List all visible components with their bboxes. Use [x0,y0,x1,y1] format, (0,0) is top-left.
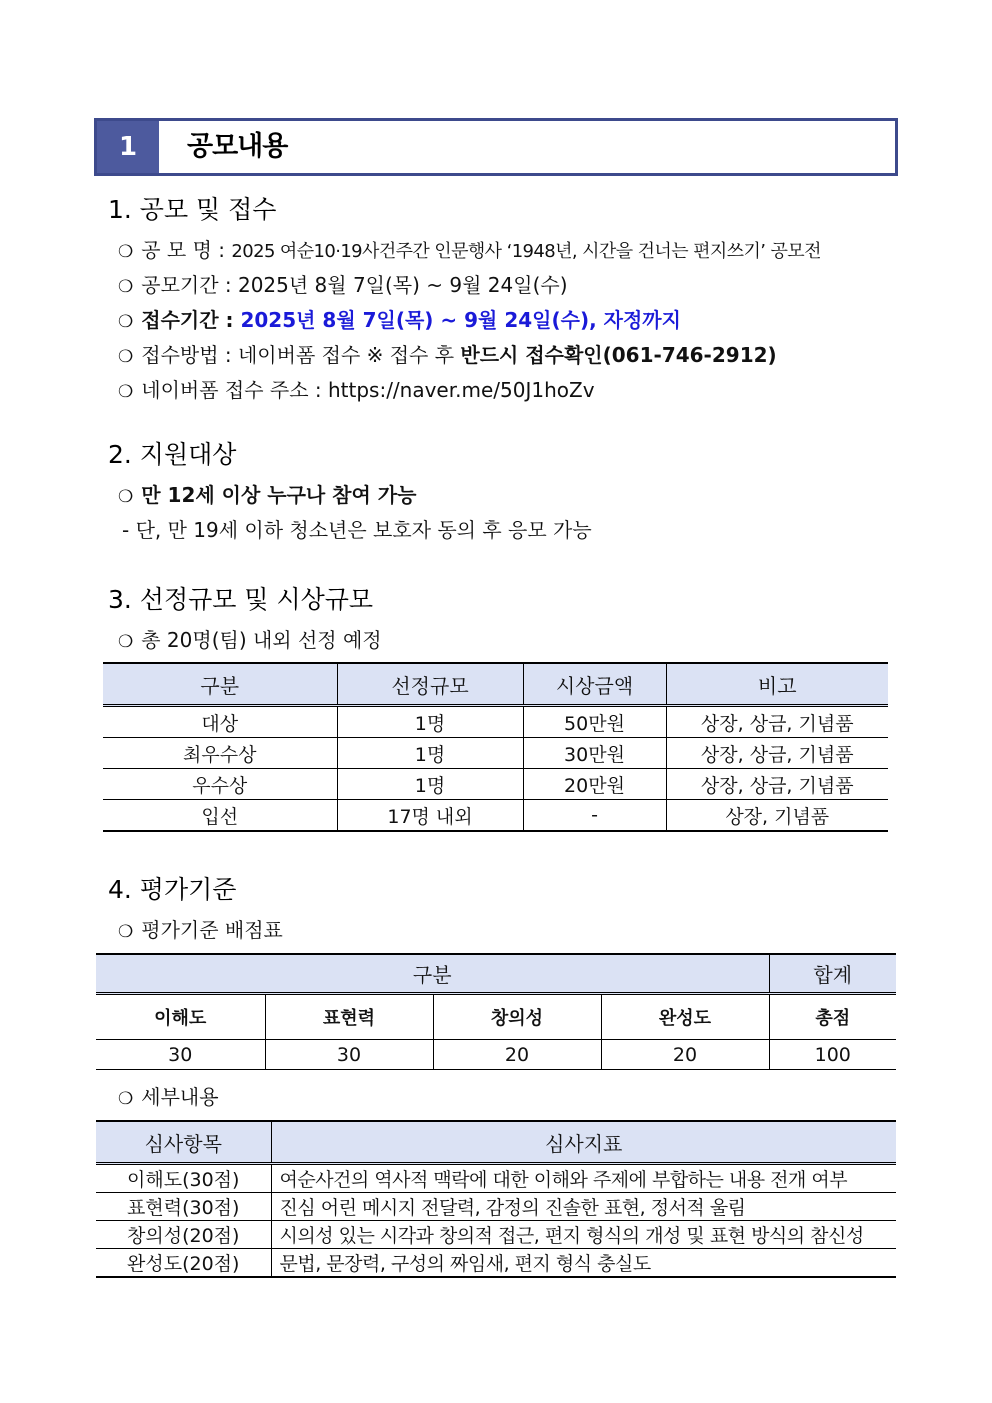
receipt-method-label: 접수방법 : 네이버폼 접수 ※ 접수 후 [141,343,461,367]
table-cell: 표현력(30점) [96,1193,271,1221]
bullet-icon: ❍ [118,1089,134,1109]
table-row [96,1040,896,1070]
table-cell: 17명 내외 [337,800,523,832]
score-header-total: 합계 [769,954,896,994]
table-cell: 1명 [337,706,523,738]
bullet-icon: ❍ [118,277,134,297]
naver-form-address-line [118,374,595,403]
table-cell: 상장, 기념품 [666,800,888,832]
table-row [103,769,888,800]
score-header-category: 구분 [96,954,769,994]
detail-header-indicator: 심사지표 [271,1121,896,1164]
contest-name-value: 2025 여순10·19사건주간 인문행사 ‘1948년, 시간을 건너는 편지쓰기’ 공모전 [231,241,821,262]
table-cell: 최우수상 [103,738,337,769]
score-sub-header: 완성도 [601,994,769,1040]
heading-eligibility: 2. 지원대상 [108,440,237,469]
table-cell: 20만원 [523,769,666,800]
contest-period-value: 2025년 8월 7일(목) ~ 9월 24일(수) [237,273,568,297]
heading-contest-receipt: 1. 공모 및 접수 [108,195,277,224]
table-cell: 상장, 상금, 기념품 [666,769,888,800]
selection-count-line [118,624,382,653]
score-table [96,953,896,1070]
table-row [96,1164,896,1193]
receipt-confirm-note: 반드시 접수확인(061-746-2912) [460,343,777,367]
score-table-group-header [96,954,896,994]
table-cell: 30만원 [523,738,666,769]
table-row [96,1249,896,1278]
table-row [96,1193,896,1221]
selection-count-text: 총 20명(팀) 내외 선정 예정 [141,628,382,652]
table-cell: 20 [601,1040,769,1070]
score-sub-header: 표현력 [265,994,433,1040]
score-sub-header: 창의성 [433,994,601,1040]
bullet-icon: ❍ [118,382,134,402]
receipt-period-label: 접수기간 : [141,308,241,332]
detail-header-item: 심사항목 [96,1121,271,1164]
table-cell: 완성도(20점) [96,1249,271,1278]
table-cell: 진심 어린 메시지 전달력, 감정의 진솔한 표현, 정서적 울림 [271,1193,896,1221]
table-cell: 이해도(30점) [96,1164,271,1193]
table-cell: 100 [769,1040,896,1070]
table-row [103,738,888,769]
bullet-icon: ❍ [118,312,134,332]
table-cell: - [523,800,666,832]
table-row [103,706,888,738]
score-sub-header: 이해도 [96,994,265,1040]
award-header-count: 선정규모 [337,663,523,706]
section-number: 1 [97,121,159,173]
eligibility-note: - 단, 만 19세 이하 청소년은 보호자 동의 후 응모 가능 [122,518,592,542]
score-table-sub-header [96,994,896,1040]
bullet-icon: ❍ [118,487,134,507]
naver-form-address: 네이버폼 접수 주소 : https://naver.me/50J1hoZv [141,378,595,402]
section-title: 공모내용 [187,131,288,162]
table-cell: 창의성(20점) [96,1221,271,1249]
contest-period-line [118,269,568,298]
bullet-icon: ❍ [118,632,134,652]
bullet-icon: ❍ [118,347,134,367]
table-cell: 우수상 [103,769,337,800]
table-cell: 1명 [337,738,523,769]
table-cell: 30 [265,1040,433,1070]
eligibility-text: 만 12세 이상 누구나 참여 가능 [141,483,417,507]
award-header-note: 비고 [666,663,888,706]
receipt-period-line [118,304,681,333]
table-cell: 상장, 상금, 기념품 [666,738,888,769]
score-table-caption-text: 평가기준 배점표 [141,918,283,942]
contest-name-label: 공 모 명 : [141,238,232,262]
score-table-caption [118,914,283,943]
detail-table-header [96,1121,896,1164]
heading-award-scale: 3. 선정규모 및 시상규모 [108,585,374,614]
bullet-icon: ❍ [118,242,134,262]
table-cell: 1명 [337,769,523,800]
detail-table-caption [118,1081,219,1110]
score-sub-header: 총점 [769,994,896,1040]
table-cell: 여순사건의 역사적 맥락에 대한 이해와 주제에 부합하는 내용 전개 여부 [271,1164,896,1193]
table-cell: 20 [433,1040,601,1070]
award-header-amount: 시상금액 [523,663,666,706]
bullet-icon: ❍ [118,922,134,942]
table-row [96,1221,896,1249]
table-cell: 대상 [103,706,337,738]
detail-table-caption-text: 세부내용 [141,1085,219,1109]
table-cell: 30 [96,1040,265,1070]
award-table [103,662,888,832]
award-header-category: 구분 [103,663,337,706]
table-row [103,800,888,832]
contest-name-line [118,234,821,263]
receipt-method-line [118,339,777,368]
table-cell: 상장, 상금, 기념품 [666,706,888,738]
receipt-period-value: 2025년 8월 7일(목) ~ 9월 24일(수), 자정까지 [240,308,681,332]
award-table-header [103,663,888,706]
table-cell: 시의성 있는 시각과 창의적 접근, 편지 형식의 개성 및 표현 방식의 참신성 [271,1221,896,1249]
heading-evaluation: 4. 평가기준 [108,875,237,904]
table-cell: 50만원 [523,706,666,738]
contest-period-label: 공모기간 : [141,273,238,297]
detail-table [96,1120,896,1278]
table-cell: 문법, 문장력, 구성의 짜임새, 편지 형식 충실도 [271,1249,896,1278]
table-cell: 입선 [103,800,337,832]
section-title-box [94,118,898,176]
eligibility-line [118,479,416,508]
